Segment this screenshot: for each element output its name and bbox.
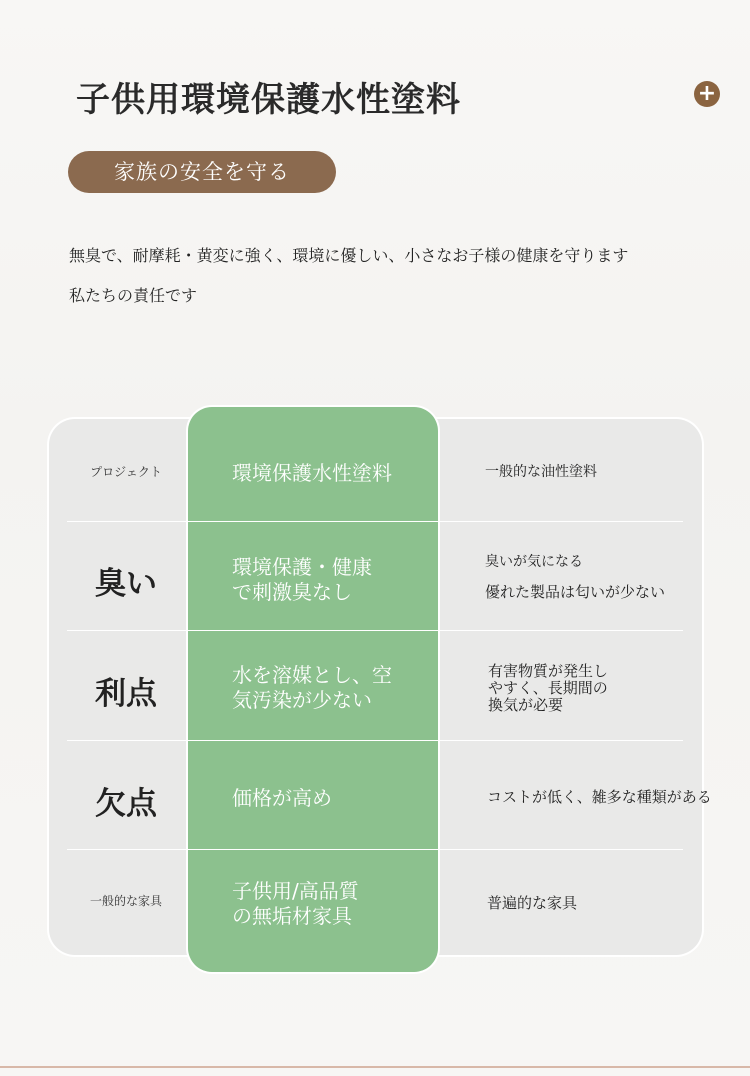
green-cell-header: [232, 448, 432, 498]
cell-text: 水を溶媒とし、空: [232, 663, 392, 687]
cell-text: 環境保護・健康: [232, 555, 372, 579]
row-divider: [67, 740, 683, 741]
plus-icon[interactable]: +: [694, 81, 720, 107]
row-label-furniture: 一般的な家具: [89, 893, 162, 908]
cell-text: 有害物質が発生し: [488, 661, 609, 680]
cell-text: 子供用/高品質: [232, 879, 359, 903]
green-cell-furniture: [232, 876, 432, 932]
cell-text: で刺激臭なし: [232, 580, 352, 604]
row-label-disadvantage: 欠点: [95, 785, 157, 822]
feature-badge: 家族の安全を守る: [68, 151, 336, 193]
cell-text: 優れた製品は匂いが少ない: [485, 583, 666, 601]
right-cell-disadvantage: [487, 784, 742, 810]
cell-text: 価格が高め: [232, 785, 332, 810]
row-label-project: プロジェクト: [90, 464, 162, 479]
right-cell-header: [485, 450, 745, 494]
description-line-2: 私たちの責任です: [69, 286, 198, 305]
cell-text: コストが低く、雑多な種類がある: [487, 787, 712, 806]
right-cell-furniture: [487, 890, 747, 916]
cell-text: 気汚染が少ない: [232, 688, 372, 712]
cell-text: 臭いが気になる: [485, 554, 583, 570]
row-divider: [67, 521, 683, 522]
cell-text: やすく、長期間の: [488, 678, 608, 697]
page-title: 子供用環境保護水性塗料: [76, 80, 461, 120]
row-divider: [67, 630, 683, 631]
right-cell-smell: [485, 546, 745, 608]
description-line-1: 無臭で、耐摩耗・黄変に強く、環境に優しい、小さなお子様の健康を守ります: [69, 246, 629, 265]
green-cell-advantage: [232, 660, 432, 716]
row-label-smell: 臭い: [95, 565, 157, 602]
right-cell-advantage: [488, 660, 748, 716]
cell-text: 環境保護水性塗料: [232, 460, 392, 485]
cell-text: の無垢材家具: [232, 904, 352, 928]
green-cell-disadvantage: [232, 780, 432, 816]
description: [69, 236, 719, 316]
green-cell-smell: [232, 550, 432, 610]
row-divider: [67, 849, 683, 850]
cell-text: 一般的な油性塗料: [485, 463, 597, 480]
cell-text: 普遍的な家具: [487, 893, 578, 912]
bottom-divider: [0, 1066, 750, 1068]
cell-text: 換気が必要: [488, 695, 564, 714]
row-label-advantage: 利点: [95, 675, 157, 712]
